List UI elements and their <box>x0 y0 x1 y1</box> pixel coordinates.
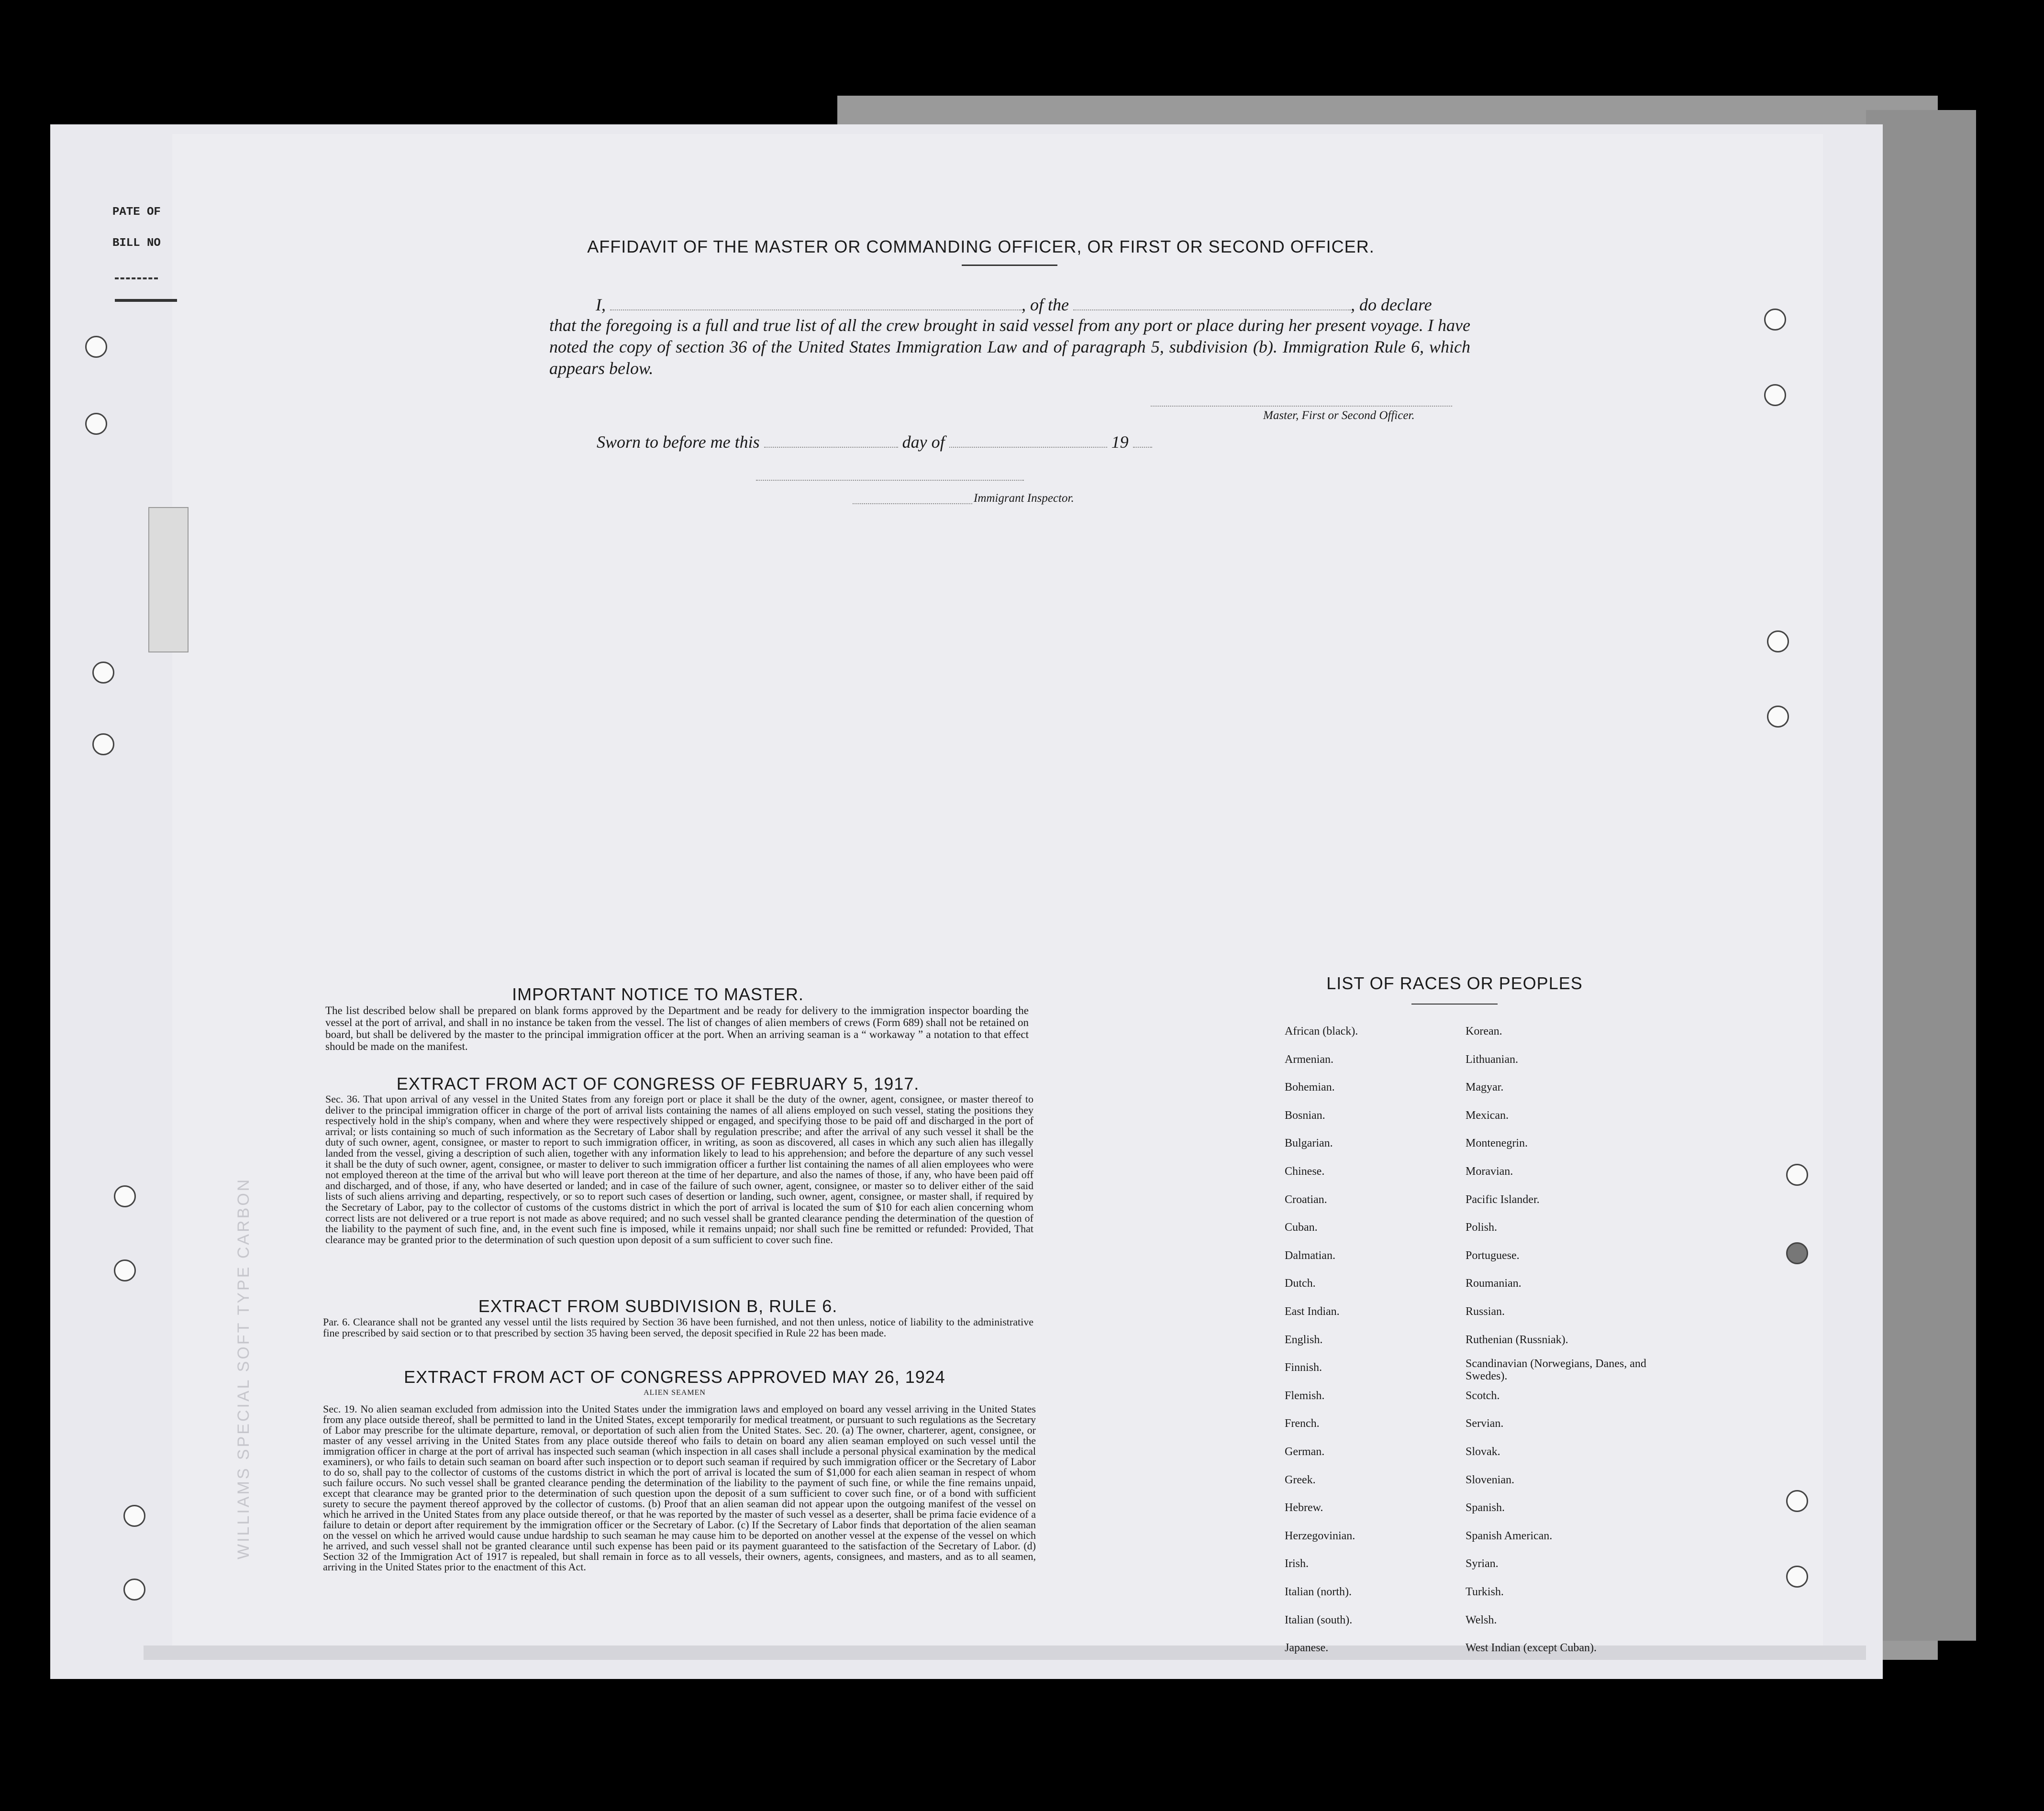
race-item: Magyar. <box>1466 1081 1504 1094</box>
declare-of-the: , of the <box>1022 295 1069 314</box>
race-item: Scandinavian (Norwegians, Danes, and Swedes). <box>1466 1358 1646 1383</box>
race-item: Roumanian. <box>1466 1277 1522 1290</box>
punch-hole <box>1767 706 1789 728</box>
race-item: German. <box>1285 1446 1325 1458</box>
extract-1924-subtitle: ALIEN SEAMEN <box>644 1389 706 1397</box>
race-item: Bulgarian. <box>1285 1137 1333 1150</box>
race-item: Syrian. <box>1466 1557 1499 1570</box>
extract-1924-title: EXTRACT FROM ACT OF CONGRESS APPROVED MAY 26, 1924 <box>404 1367 945 1387</box>
race-item: Turkish. <box>1466 1586 1504 1598</box>
punch-hole <box>1786 1164 1808 1186</box>
race-item: Spanish American. <box>1466 1529 1553 1542</box>
punch-hole <box>85 413 107 435</box>
day-of-text: day of <box>902 432 945 452</box>
vessel-name-field[interactable] <box>1073 309 1351 310</box>
races-title-underline <box>1411 1004 1498 1005</box>
margin-bar <box>115 299 177 302</box>
race-item: West Indian (except Cuban). <box>1466 1642 1597 1655</box>
race-item: Bosnian. <box>1285 1109 1325 1122</box>
punch-hole <box>1786 1242 1808 1264</box>
declaration-first-line <box>596 294 1471 316</box>
race-item: Montenegrin. <box>1466 1137 1528 1150</box>
race-item: Mexican. <box>1466 1109 1509 1122</box>
race-item: Polish. <box>1466 1221 1498 1234</box>
race-item: Croatian. <box>1285 1193 1327 1206</box>
extract-1917-title: EXTRACT FROM ACT OF CONGRESS OF FEBRUARY 5, 1917. <box>396 1074 920 1093</box>
declare-do-declare: , do declare <box>1350 295 1432 314</box>
extract-1924-text: Sec. 19. No alien seaman excluded from admission into the United States under the immigration laws and employed on board any vessel arriving in the United States from any place outside thereof, shall be permitted to land in the United States, except temporarily for medical treatment, or pursuant to such regulations as the Secretary of Labor may prescribe for the ultimate departure, removal, or deportation of such alien from the United States. Sec. 20. (a) The owner, charterer, agent, consignee, or master of any vessel arriving in the United States from any place outside thereof who fails to detain on board any alien seaman employed on such vessel until the immigration officer in charge at the port of arrival has inspected such seaman (which inspection in all cases shall include a personal physical examination by the medical examiners), or who fails to detain such seaman on board after such inspection or to deport such seaman if required by such immigration officer or the Secretary of Labor to do so, shall pay to the collector of customs of the customs district in which the port of arrival is located the sum of $1,000 for each alien seaman in respect of whom such failure occurs. No such vessel shall be granted clearance pending the determination of the liability to the payment of such fine, or while the fine remains unpaid, except that clearance may be granted prior to the determination of such question upon the deposit of a sum sufficient to cover such fine, or of a bond with sufficient surety to secure the payment thereof approved by the collector of customs. (b) Proof that an alien seaman did not appear upon the outgoing manifest of the vessel on which he arrived in the United States from any place outside thereof, or that he was reported by the master of such vessel as a deserter, shall be prima facie evidence of a failure to detain or deport after requirement by the immigration officer or the Secretary of Labor. (c) If the Secretary of Labor finds that deportation of the alien seaman on the vessel on which he arrived would cause undue hardship to such seaman he may cause him to be deported on another vessel at the expense of the vessel on which he arrived, and such vessel shall not be granted clearance until such expense has been paid or its payment guaranteed to the satisfaction of the Secretary of Labor. (d) Section 32 of the Immigration Act of 1917 is repealed, but shall remain in force as to all vessels, their owners, agents, consignees, and masters, and as to all seamen, arriving in the United States prior to the enactment of this Act. <box>323 1403 1036 1573</box>
affidavit-title: AFFIDAVIT OF THE MASTER OR COMMANDING OFFICER, OR FIRST OR SECOND OFFICER. <box>587 237 1375 256</box>
margin-stub-bill: BILL NO <box>112 237 161 250</box>
punch-hole <box>123 1579 145 1601</box>
master-signature-line[interactable] <box>1151 406 1452 407</box>
inspector-caption: Immigrant Inspector. <box>974 492 1074 505</box>
notice-text: The list described below shall be prepared on blank forms approved by the Department and be ready for delivery to the immigration inspector boarding the vessel at the port of arrival, and shall in no instance be taken from the vessel. The list of changes of alien members of crews (Form 689) shall not be retained on board, but shall be delivered by the master to the principal immigration officer at the port. When an arriving seaman is a “ workaway ” a notation to that effect should be made on the manifest. <box>325 1005 1029 1052</box>
margin-stub-date: PATE OF <box>112 206 161 219</box>
officer-name-field[interactable] <box>610 309 1022 310</box>
punch-hole <box>1786 1490 1808 1512</box>
race-item: Flemish. <box>1285 1389 1325 1402</box>
year-prefix: 19 <box>1111 432 1129 452</box>
race-item: Irish. <box>1285 1557 1309 1570</box>
race-item: French. <box>1285 1417 1320 1430</box>
extract-rule6-text: Par. 6. Clearance shall not be granted any vessel until the lists required by Section 36 have been furnished, and not then unless, notice of liability to the administrative fine prescribed by said section or to that prescribed by section 35 having been served, the deposit specified in Rule 22 has been made. <box>323 1316 1033 1339</box>
race-item: Armenian. <box>1285 1053 1333 1066</box>
race-item: Cuban. <box>1285 1221 1318 1234</box>
race-item: Slovak. <box>1466 1446 1500 1458</box>
sworn-text: Sworn to before me this <box>597 432 760 452</box>
race-item: Scotch. <box>1466 1389 1500 1402</box>
race-item: Dutch. <box>1285 1277 1316 1290</box>
declare-i: I, <box>596 295 606 314</box>
race-item: African (black). <box>1285 1025 1358 1038</box>
punch-hole <box>114 1185 136 1207</box>
punch-hole <box>123 1505 145 1527</box>
punch-hole <box>85 336 107 358</box>
sworn-line <box>597 431 1171 453</box>
race-item: Italian (north). <box>1285 1586 1352 1598</box>
punch-hole <box>1764 309 1786 331</box>
notice-title: IMPORTANT NOTICE TO MASTER. <box>512 984 804 1004</box>
race-item: Korean. <box>1466 1025 1502 1038</box>
race-item: Finnish. <box>1285 1361 1322 1374</box>
punch-hole <box>92 662 114 684</box>
race-item: Slovenian. <box>1466 1473 1514 1486</box>
race-item: East Indian. <box>1285 1305 1340 1318</box>
sworn-day-field[interactable] <box>764 447 898 448</box>
carbon-watermark: WILLIAMS SPECIAL SOFT TYPE CARBON <box>234 1177 253 1559</box>
race-item: Portuguese. <box>1466 1249 1520 1262</box>
race-item: Bohemian. <box>1285 1081 1335 1094</box>
race-item: Greek. <box>1285 1473 1316 1486</box>
extract-1917-text: Sec. 36. That upon arrival of any vessel in the United States from any foreign port or place it shall be the duty of the owner, agent, consignee, or master thereof to deliver to the principal immigration officer in charge of the port of arrival lists containing the names of all aliens employed on such vessel, stating the positions they respectively hold in the ship's company, when and where they were respectively shipped or engaged, and specifying those to be paid off and discharged in the port of arrival; or lists containing so much of such information as the Secretary of Labor shall by regulation prescribe; and after the arrival of any such vessel it shall be the duty of such owner, agent, consignee, or master to report to such immigration officer, in writing, as soon as discovered, all cases in which any such alien has illegally landed from the vessel, giving a description of such alien, together with any information likely to lead to his apprehension; and before the departure of any such vessel it shall be the duty of such owner, agent, consignee, or master to deliver to such immigration officer a further list containing the names of all alien employees who were not employed thereon at the time of the arrival but who will leave port thereon at the time of her departure, and also the names of those, if any, who have been paid off and discharged, and of those, if any, who have deserted or landed; and in case of the failure of such owner, agent, consignee, or master so to deliver either of the said lists of such aliens arriving and departing, respectively, or so to report such cases of desertion or landing, such owner, agent, consignee, or master shall, if required by the Secretary of Labor, pay to the collector of customs of the customs district in which the port of arrival is located the sum of $10 for each alien concerning whom correct lists are not delivered or a true report is not made as above required; and no such vessel shall be granted clearance pending the determination of the question of the liability to the payment of such fine, and, in the event such fine is imposed, while it remains unpaid; nor shall such fine be remitted or refunded: Provided, That clearance may be granted prior to the determination of such question upon deposit of a sum sufficient to cover such fine. <box>325 1093 1033 1246</box>
race-item: Japanese. <box>1285 1642 1329 1655</box>
punch-hole <box>114 1259 136 1281</box>
extract-rule6-title: EXTRACT FROM SUBDIVISION B, RULE 6. <box>478 1296 838 1316</box>
margin-dash <box>115 277 158 279</box>
race-item: Spanish. <box>1466 1502 1505 1514</box>
race-item: Lithuanian. <box>1466 1053 1518 1066</box>
race-item: Moravian. <box>1466 1165 1513 1178</box>
race-item: Welsh. <box>1466 1613 1497 1626</box>
race-item: Hebrew. <box>1285 1502 1323 1514</box>
race-item: Italian (south). <box>1285 1613 1353 1626</box>
master-signature-caption: Master, First or Second Officer. <box>1263 409 1415 422</box>
race-item: Dalmatian. <box>1285 1249 1335 1262</box>
punch-hole <box>1767 630 1789 652</box>
declaration-text: that the foregoing is a full and true list of all the crew brought in said vessel from any port or place during her present voyage. I have noted the copy of section 36 of the United States Immigration Law and of paragraph 5, subdivision (b). Immigration Rule 6, which appears below. <box>549 316 1470 378</box>
sworn-month-field[interactable] <box>949 447 1107 448</box>
inspector-line-2[interactable] <box>853 503 972 504</box>
race-item: Ruthenian (Russniak). <box>1466 1333 1568 1346</box>
punch-hole <box>1786 1566 1808 1588</box>
race-item: English. <box>1285 1333 1323 1346</box>
sworn-year-field[interactable] <box>1133 447 1152 448</box>
race-item: Servian. <box>1466 1417 1504 1430</box>
margin-label-fragment <box>148 507 189 652</box>
races-title: LIST OF RACES OR PEOPLES <box>1326 973 1583 993</box>
punch-hole <box>92 733 114 755</box>
inspector-line-1[interactable] <box>756 480 1024 481</box>
race-item: Chinese. <box>1285 1165 1325 1178</box>
title-underline <box>962 265 1057 266</box>
punch-hole <box>1764 384 1786 406</box>
race-item: Pacific Islander. <box>1466 1193 1540 1206</box>
race-item: Russian. <box>1466 1305 1505 1318</box>
race-item: Herzegovinian. <box>1285 1529 1355 1542</box>
